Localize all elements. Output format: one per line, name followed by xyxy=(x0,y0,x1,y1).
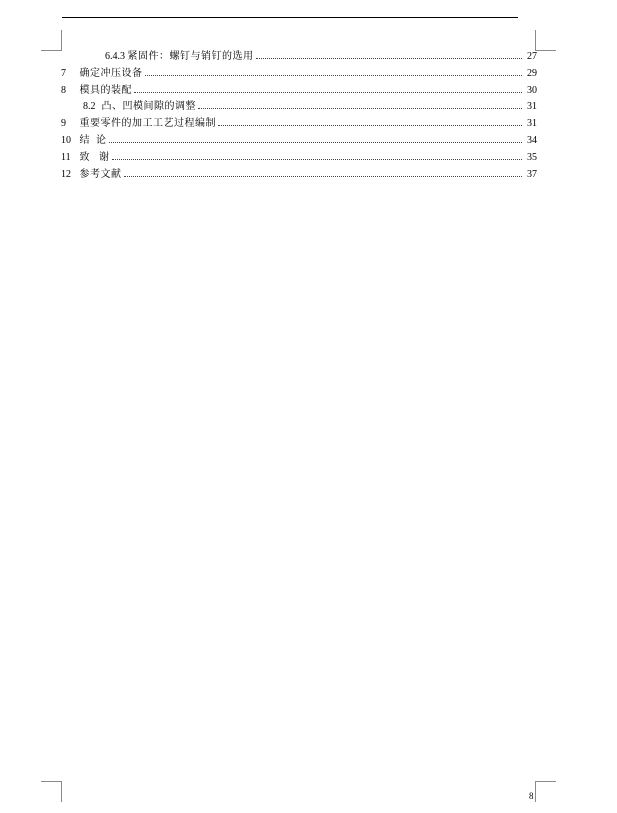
table-of-contents xyxy=(61,49,537,183)
toc-leader-dots xyxy=(124,176,523,177)
header-rule xyxy=(62,17,518,18)
toc-leader-dots xyxy=(256,58,523,59)
toc-entry[interactable] xyxy=(61,133,537,150)
toc-entry-number: 7 xyxy=(61,67,66,79)
toc-entry-text: 结 论 xyxy=(79,134,107,146)
toc-entry-page: 31 xyxy=(527,118,537,130)
toc-entry-page: 37 xyxy=(527,168,537,180)
toc-entry[interactable] xyxy=(61,116,537,133)
toc-entry[interactable] xyxy=(61,99,537,116)
toc-leader-dots xyxy=(198,108,522,109)
toc-entry-title xyxy=(61,116,216,133)
toc-entry-page: 29 xyxy=(527,67,537,79)
toc-leader-dots xyxy=(218,125,522,126)
toc-leader-dots xyxy=(145,75,523,76)
crop-mark-top-right xyxy=(535,30,556,51)
toc-entry-number: 11 xyxy=(61,151,71,163)
toc-entry-title xyxy=(61,133,107,150)
toc-entry-title xyxy=(61,167,122,184)
toc-entry-number: 10 xyxy=(61,134,71,146)
toc-entry-text: 紧固件：螺钉与销钉的选用 xyxy=(127,51,254,62)
toc-entry-title xyxy=(105,49,254,66)
toc-leader-dots xyxy=(112,159,523,160)
toc-entry[interactable] xyxy=(61,49,537,66)
toc-entry-page: 31 xyxy=(527,101,537,113)
toc-entry-text: 凸、凹模间隙的调整 xyxy=(101,101,196,113)
toc-entry[interactable] xyxy=(61,83,537,100)
toc-entry-number: 9 xyxy=(61,118,66,130)
toc-entry-number: 8 xyxy=(61,84,66,96)
toc-entry-text: 参考文献 xyxy=(79,168,122,180)
toc-entry-text: 重要零件的加工工艺过程编制 xyxy=(79,118,216,130)
toc-entry-title xyxy=(61,66,143,83)
toc-entry-number: 6.4.3 xyxy=(105,51,125,62)
toc-entry-title xyxy=(61,150,110,167)
crop-mark-bottom-left xyxy=(41,781,62,802)
toc-entry[interactable] xyxy=(61,66,537,83)
toc-entry-page: 27 xyxy=(527,51,537,62)
toc-entry-page: 30 xyxy=(527,84,537,96)
toc-leader-dots xyxy=(109,142,523,143)
toc-entry-title xyxy=(83,99,196,116)
toc-entry-title xyxy=(61,83,132,100)
page-number: 8 xyxy=(529,791,534,801)
toc-entry-text: 致 谢 xyxy=(79,151,110,163)
toc-entry-text: 确定冲压设备 xyxy=(79,67,143,79)
toc-entry-text: 模具的装配 xyxy=(79,84,132,96)
toc-leader-dots xyxy=(134,92,522,93)
toc-entry-number: 8.2 xyxy=(83,101,96,113)
crop-mark-top-left xyxy=(41,30,62,51)
toc-entry[interactable] xyxy=(61,150,537,167)
toc-entry-number: 12 xyxy=(61,168,71,180)
crop-mark-bottom-right xyxy=(535,781,556,802)
toc-entry-page: 34 xyxy=(527,134,537,146)
toc-entry[interactable] xyxy=(61,167,537,184)
toc-entry-page: 35 xyxy=(527,151,537,163)
